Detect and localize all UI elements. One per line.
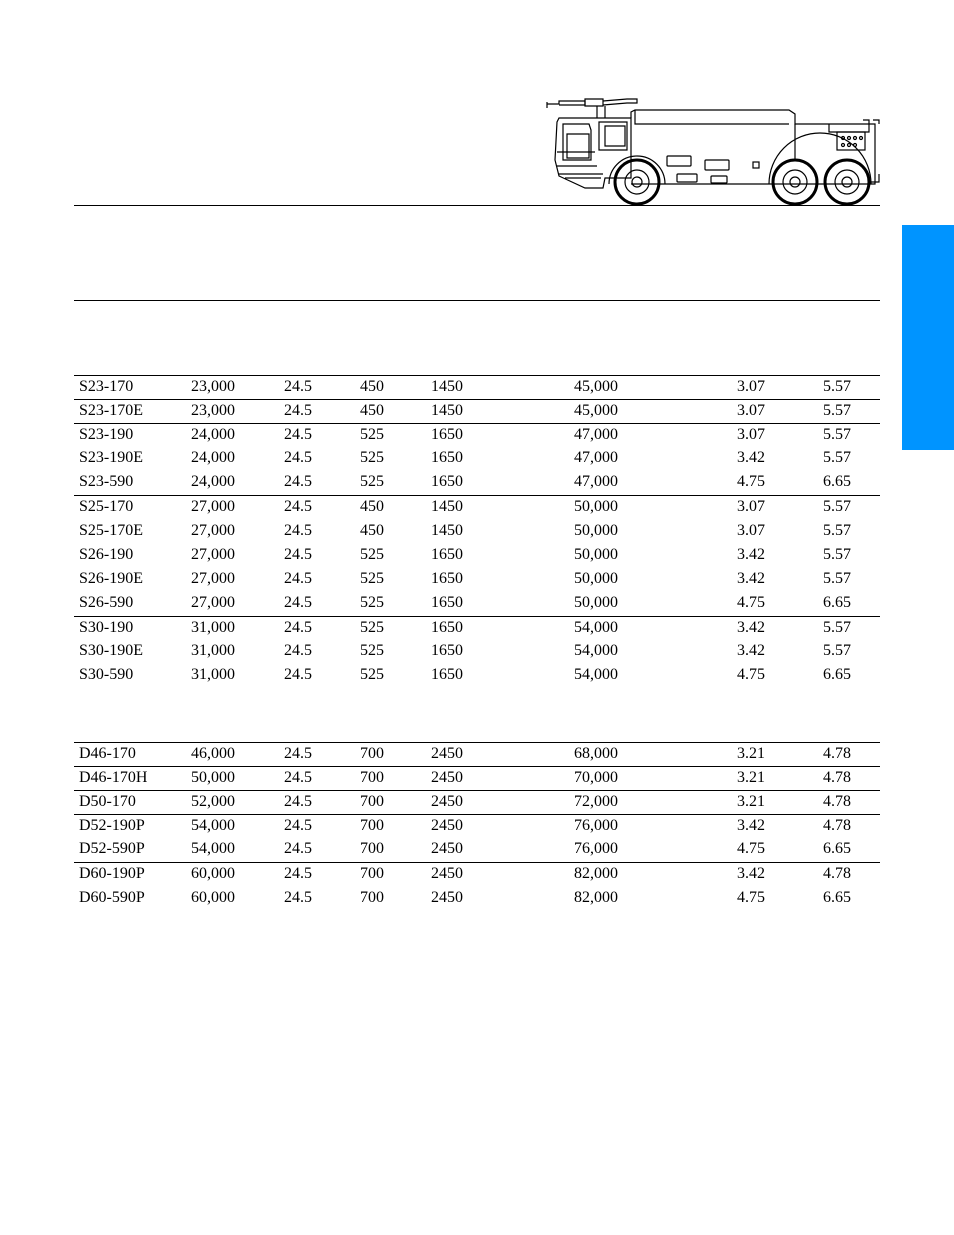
value-cell: 24.5 xyxy=(284,570,312,587)
value-cell: 3.42 xyxy=(737,619,765,636)
value-cell: 700 xyxy=(360,840,384,857)
value-cell: 24.5 xyxy=(284,745,312,762)
model-cell: S30-190 xyxy=(79,619,134,636)
value-cell: 5.57 xyxy=(823,378,851,395)
value-cell: 2450 xyxy=(431,769,463,786)
value-cell: 2450 xyxy=(431,865,463,882)
value-cell: 3.07 xyxy=(737,522,765,539)
model-cell: S23-170E xyxy=(79,402,143,419)
value-cell: 700 xyxy=(360,745,384,762)
value-cell: 72,000 xyxy=(574,793,618,810)
model-cell: S30-590 xyxy=(79,666,134,683)
value-cell: 24.5 xyxy=(284,865,312,882)
value-cell: 3.07 xyxy=(737,378,765,395)
value-cell: 1650 xyxy=(431,570,463,587)
model-cell: S26-590 xyxy=(79,594,134,611)
value-cell: 24,000 xyxy=(191,449,235,466)
value-cell: 23,000 xyxy=(191,402,235,419)
value-cell: 1650 xyxy=(431,642,463,659)
value-cell: 4.78 xyxy=(823,817,851,834)
value-cell: 24.5 xyxy=(284,546,312,563)
value-cell: 1450 xyxy=(431,378,463,395)
table-row xyxy=(74,616,880,641)
table-row xyxy=(74,423,880,448)
value-cell: 2450 xyxy=(431,745,463,762)
value-cell: 1450 xyxy=(431,402,463,419)
value-cell: 2450 xyxy=(431,840,463,857)
value-cell: 6.65 xyxy=(823,473,851,490)
model-cell: D60-190P xyxy=(79,865,145,882)
value-cell: 76,000 xyxy=(574,817,618,834)
table-row xyxy=(74,375,880,400)
value-cell: 6.65 xyxy=(823,666,851,683)
table-row xyxy=(74,399,880,424)
value-cell: 4.78 xyxy=(823,745,851,762)
value-cell: 3.07 xyxy=(737,402,765,419)
value-cell: 4.78 xyxy=(823,769,851,786)
table-row xyxy=(74,862,880,887)
value-cell: 50,000 xyxy=(574,498,618,515)
value-cell: 54,000 xyxy=(574,642,618,659)
value-cell: 50,000 xyxy=(574,570,618,587)
model-cell: D46-170 xyxy=(79,745,136,762)
table-row xyxy=(74,766,880,791)
table-row xyxy=(74,742,880,767)
value-cell: 54,000 xyxy=(574,666,618,683)
value-cell: 5.57 xyxy=(823,642,851,659)
value-cell: 27,000 xyxy=(191,546,235,563)
value-cell: 24.5 xyxy=(284,522,312,539)
model-cell: S25-170E xyxy=(79,522,143,539)
value-cell: 700 xyxy=(360,817,384,834)
value-cell: 2450 xyxy=(431,817,463,834)
value-cell: 47,000 xyxy=(574,426,618,443)
value-cell: 60,000 xyxy=(191,889,235,906)
value-cell: 5.57 xyxy=(823,498,851,515)
value-cell: 3.07 xyxy=(737,426,765,443)
value-cell: 24,000 xyxy=(191,473,235,490)
value-cell: 2450 xyxy=(431,793,463,810)
value-cell: 4.75 xyxy=(737,594,765,611)
value-cell: 24.5 xyxy=(284,426,312,443)
value-cell: 3.21 xyxy=(737,769,765,786)
value-cell: 24.5 xyxy=(284,619,312,636)
value-cell: 525 xyxy=(360,666,384,683)
value-cell: 5.57 xyxy=(823,426,851,443)
value-cell: 2450 xyxy=(431,889,463,906)
model-cell: D50-170 xyxy=(79,793,136,810)
value-cell: 5.57 xyxy=(823,546,851,563)
value-cell: 700 xyxy=(360,865,384,882)
table-row xyxy=(74,471,880,495)
value-cell: 23,000 xyxy=(191,378,235,395)
value-cell: 24.5 xyxy=(284,666,312,683)
model-cell: S30-190E xyxy=(79,642,143,659)
model-cell: S23-190E xyxy=(79,449,143,466)
value-cell: 24.5 xyxy=(284,840,312,857)
section-rule xyxy=(74,300,880,301)
table-row xyxy=(74,838,880,862)
model-cell: S23-170 xyxy=(79,378,134,395)
value-cell: 31,000 xyxy=(191,666,235,683)
value-cell: 450 xyxy=(360,378,384,395)
value-cell: 1650 xyxy=(431,546,463,563)
fire-truck-icon xyxy=(545,94,885,206)
value-cell: 24.5 xyxy=(284,642,312,659)
value-cell: 3.42 xyxy=(737,642,765,659)
value-cell: 45,000 xyxy=(574,378,618,395)
value-cell: 4.75 xyxy=(737,666,765,683)
value-cell: 82,000 xyxy=(574,865,618,882)
model-cell: S23-590 xyxy=(79,473,134,490)
value-cell: 52,000 xyxy=(191,793,235,810)
value-cell: 50,000 xyxy=(574,546,618,563)
value-cell: 50,000 xyxy=(574,594,618,611)
value-cell: 450 xyxy=(360,498,384,515)
value-cell: 450 xyxy=(360,522,384,539)
table-row xyxy=(74,640,880,664)
value-cell: 6.65 xyxy=(823,594,851,611)
table-row xyxy=(74,887,880,911)
table-row xyxy=(74,495,880,520)
value-cell: 700 xyxy=(360,793,384,810)
value-cell: 6.65 xyxy=(823,889,851,906)
value-cell: 50,000 xyxy=(191,769,235,786)
value-cell: 24.5 xyxy=(284,594,312,611)
value-cell: 3.07 xyxy=(737,498,765,515)
value-cell: 525 xyxy=(360,619,384,636)
value-cell: 60,000 xyxy=(191,865,235,882)
model-cell: S26-190E xyxy=(79,570,143,587)
model-cell: S25-170 xyxy=(79,498,134,515)
table-row xyxy=(74,544,880,568)
value-cell: 24.5 xyxy=(284,889,312,906)
value-cell: 525 xyxy=(360,473,384,490)
value-cell: 3.42 xyxy=(737,570,765,587)
value-cell: 700 xyxy=(360,769,384,786)
table-row xyxy=(74,592,880,616)
value-cell: 46,000 xyxy=(191,745,235,762)
value-cell: 24.5 xyxy=(284,793,312,810)
value-cell: 50,000 xyxy=(574,522,618,539)
value-cell: 3.42 xyxy=(737,817,765,834)
value-cell: 54,000 xyxy=(191,840,235,857)
value-cell: 1650 xyxy=(431,666,463,683)
table-row xyxy=(74,790,880,815)
value-cell: 700 xyxy=(360,889,384,906)
value-cell: 27,000 xyxy=(191,570,235,587)
value-cell: 525 xyxy=(360,642,384,659)
value-cell: 24.5 xyxy=(284,378,312,395)
value-cell: 3.21 xyxy=(737,745,765,762)
value-cell: 24,000 xyxy=(191,426,235,443)
model-cell: S23-190 xyxy=(79,426,134,443)
value-cell: 24.5 xyxy=(284,473,312,490)
table-row xyxy=(74,814,880,839)
value-cell: 54,000 xyxy=(191,817,235,834)
value-cell: 1450 xyxy=(431,522,463,539)
table-row xyxy=(74,447,880,471)
value-cell: 450 xyxy=(360,402,384,419)
value-cell: 24.5 xyxy=(284,769,312,786)
model-cell: S26-190 xyxy=(79,546,134,563)
value-cell: 4.78 xyxy=(823,865,851,882)
value-cell: 4.75 xyxy=(737,889,765,906)
model-cell: D52-190P xyxy=(79,817,145,834)
value-cell: 82,000 xyxy=(574,889,618,906)
chapter-tab xyxy=(902,225,954,450)
value-cell: 24.5 xyxy=(284,402,312,419)
value-cell: 5.57 xyxy=(823,402,851,419)
value-cell: 4.75 xyxy=(737,840,765,857)
value-cell: 3.42 xyxy=(737,865,765,882)
value-cell: 1650 xyxy=(431,594,463,611)
value-cell: 3.42 xyxy=(737,449,765,466)
value-cell: 1650 xyxy=(431,449,463,466)
value-cell: 31,000 xyxy=(191,619,235,636)
value-cell: 54,000 xyxy=(574,619,618,636)
model-cell: D46-170H xyxy=(79,769,148,786)
model-cell: D60-590P xyxy=(79,889,145,906)
value-cell: 3.42 xyxy=(737,546,765,563)
table-row xyxy=(74,568,880,592)
value-cell: 47,000 xyxy=(574,449,618,466)
value-cell: 76,000 xyxy=(574,840,618,857)
model-cell: D52-590P xyxy=(79,840,145,857)
value-cell: 5.57 xyxy=(823,522,851,539)
header-rule xyxy=(74,205,880,206)
value-cell: 525 xyxy=(360,449,384,466)
value-cell: 24.5 xyxy=(284,498,312,515)
value-cell: 5.57 xyxy=(823,570,851,587)
value-cell: 45,000 xyxy=(574,402,618,419)
value-cell: 24.5 xyxy=(284,449,312,466)
value-cell: 5.57 xyxy=(823,619,851,636)
value-cell: 31,000 xyxy=(191,642,235,659)
value-cell: 4.75 xyxy=(737,473,765,490)
value-cell: 525 xyxy=(360,594,384,611)
value-cell: 1650 xyxy=(431,619,463,636)
value-cell: 525 xyxy=(360,570,384,587)
value-cell: 6.65 xyxy=(823,840,851,857)
value-cell: 68,000 xyxy=(574,745,618,762)
table-row xyxy=(74,664,880,688)
value-cell: 525 xyxy=(360,426,384,443)
value-cell: 525 xyxy=(360,546,384,563)
value-cell: 1450 xyxy=(431,498,463,515)
value-cell: 27,000 xyxy=(191,594,235,611)
value-cell: 1650 xyxy=(431,473,463,490)
value-cell: 24.5 xyxy=(284,817,312,834)
value-cell: 27,000 xyxy=(191,522,235,539)
value-cell: 70,000 xyxy=(574,769,618,786)
value-cell: 4.78 xyxy=(823,793,851,810)
value-cell: 5.57 xyxy=(823,449,851,466)
value-cell: 47,000 xyxy=(574,473,618,490)
table-row xyxy=(74,520,880,544)
value-cell: 1650 xyxy=(431,426,463,443)
value-cell: 3.21 xyxy=(737,793,765,810)
value-cell: 27,000 xyxy=(191,498,235,515)
